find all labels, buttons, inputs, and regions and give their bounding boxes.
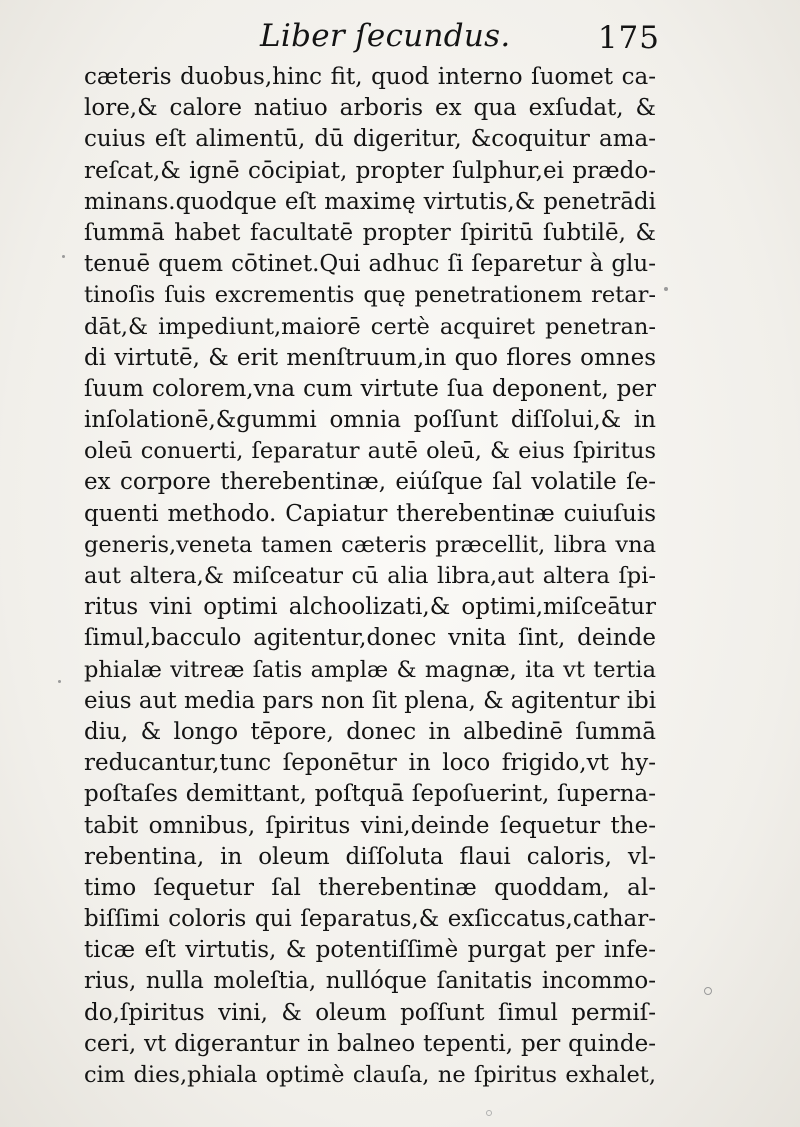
page-header: [80, 14, 660, 64]
running-title: Liber ſecundus.: [260, 18, 511, 54]
text-line: dāt,& impediunt,maiorē certè acquiret penetran-: [84, 313, 656, 340]
text-line: rius, nulla moleſtia, nullóque ſanitatis incommo-: [84, 968, 656, 995]
text-line: biſſimi coloris qui ſeparatus,& exſiccatus,cathar-: [84, 906, 656, 933]
text-line: ceri, vt digerantur in balneo tepenti, per quinde-: [84, 1030, 656, 1057]
ink-speck: [62, 255, 65, 258]
page-number: 175: [597, 20, 660, 56]
ink-speck: [486, 1110, 492, 1116]
text-line: cim dies,phiala optimè clauſa, ne ſpiritus exhalet,: [84, 1062, 656, 1088]
text-line: diu, & longo tēpore, donec in albedinē ſummā: [84, 718, 656, 745]
text-line: minans.quodque eſt maximę virtutis,& penetrādi: [84, 188, 656, 215]
text-line: quenti methodo. Capiatur therebentinæ cuiuſuis: [84, 500, 656, 527]
text-line: cuius eſt alimentū, dū digeritur, &coquitur ama-: [84, 126, 656, 153]
text-line: phialæ vitreæ ſatis amplæ & magnæ, ita vt tertia: [84, 656, 656, 683]
ink-speck: [664, 287, 668, 291]
text-line: ticæ eſt virtutis, & potentiſſimè purgat per infe-: [84, 937, 656, 964]
text-line: generis,veneta tamen cæteris præcellit, libra vna: [84, 531, 656, 558]
text-line: aut altera,& miſceatur cū alia libra,aut altera ſpi-: [84, 563, 656, 589]
text-line: rebentina, in oleum diſſoluta flaui caloris, vl-: [84, 843, 656, 870]
text-line: tabit omnibus, ſpiritus vini,deinde ſequetur the-: [84, 812, 656, 839]
body-text: [84, 62, 656, 1091]
text-line: lore,& calore natiuo arboris ex qua exſudat, &: [84, 95, 656, 122]
ink-speck: [58, 680, 61, 683]
text-line: poſtaſes demittant, poſtquā ſepoſuerint, ſuperna-: [84, 781, 656, 808]
ink-speck: [704, 987, 712, 995]
text-line: do,ſpiritus vini, & oleum poſſunt ſimul permiſ-: [84, 999, 656, 1026]
text-line: reſcat,& ignē cōcipiat, propter ſulphur,ei prædo-: [84, 157, 656, 184]
text-line: ex corpore therebentinæ, eiúſque ſal volatile ſe-: [84, 469, 656, 496]
text-line: di virtutē, & erit menſtruum,in quo flores omnes: [84, 344, 656, 371]
text-line: tenuē quem cōtinet.Qui adhuc ſi ſeparetur à glu-: [84, 251, 656, 278]
text-line: oleū conuerti, ſeparatur autē oleū, & eius ſpiritus: [84, 438, 656, 465]
text-line: ſuum colorem,vna cum virtute ſua deponent, per: [84, 375, 656, 402]
text-line: inſolationē,&gummi omnia poſſunt diſſolui,& in: [84, 407, 656, 434]
text-line: eius aut media pars non ſit plena, & agitentur ibi: [84, 687, 656, 714]
text-line: ſummā habet facultatē propter ſpiritū ſubtilē, &: [84, 219, 656, 246]
text-line: reducantur,tunc ſeponētur in loco frigido,vt hy-: [84, 750, 656, 777]
text-line: timo ſequetur ſal therebentinæ quoddam, al-: [84, 874, 656, 901]
text-line: ritus vini optimi alchoolizati,& optimi,miſceātur: [84, 594, 656, 621]
text-line: tinoſis ſuis excrementis quę penetrationem retar-: [84, 282, 656, 309]
text-line: ſimul,bacculo agitentur,donec vnita ſint, deinde: [84, 625, 656, 652]
text-line: cæteris duobus,hinc fit, quod interno ſuomet ca-: [84, 64, 656, 90]
